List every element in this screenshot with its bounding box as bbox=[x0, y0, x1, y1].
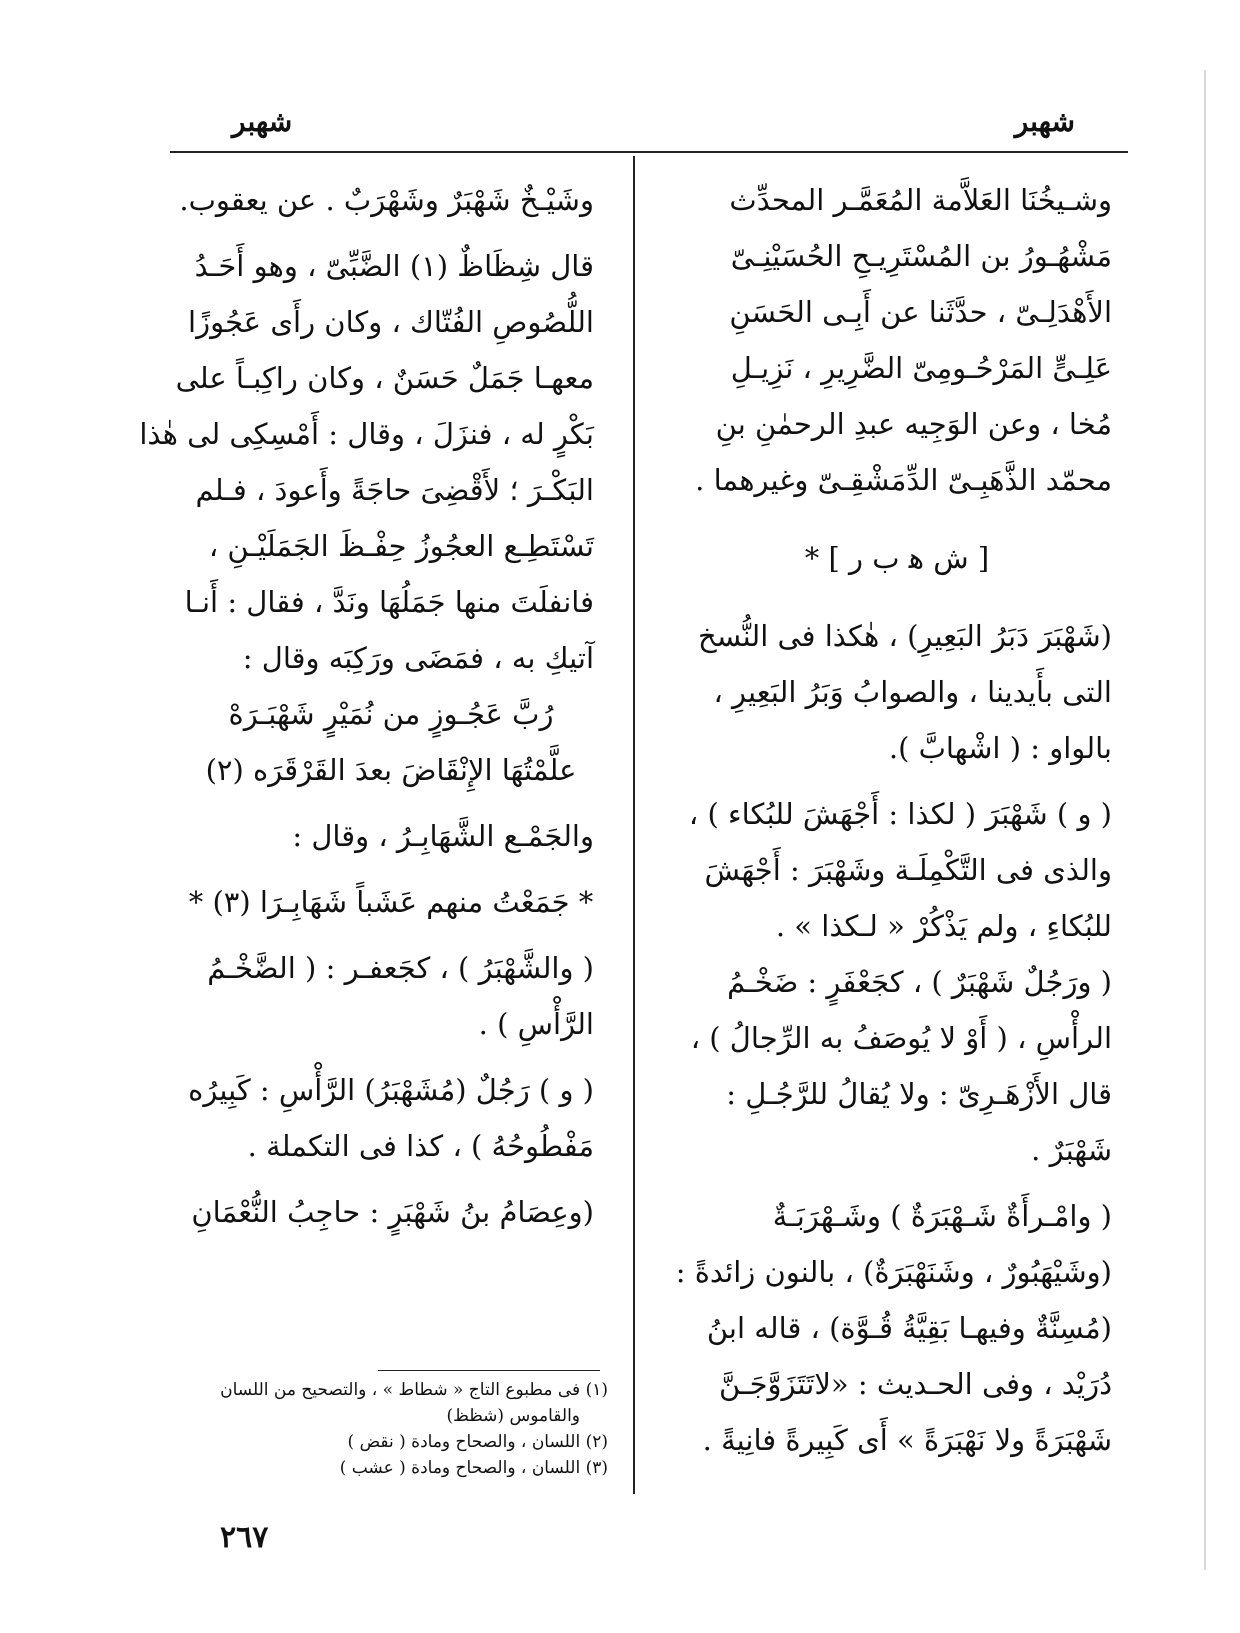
footnote: (١) فى مطبوع التاج « شطاط » ، والتصحيح من اللسان bbox=[220, 1380, 608, 1400]
running-header-right: شهبر bbox=[1014, 105, 1075, 138]
column-divider bbox=[633, 156, 635, 1494]
paragraph bbox=[682, 786, 1112, 954]
verse-line: علَّمْتُهَا الإِنْقَاضَ بعدَ القَرْقَرَه (٢) bbox=[205, 753, 577, 787]
text-line: قال شِظَاظٌ (١) الضَّبِّىّ ، وهو أَحَـدُ bbox=[194, 249, 594, 283]
footnote: (٣) اللسان ، والصحاح ومادة ( عشب ) bbox=[339, 1458, 608, 1478]
text-line: ( والشَّهْبَرُ ) ، كجَعفـر : ( الضَّخْـمُ bbox=[207, 951, 594, 985]
paragraph bbox=[682, 172, 1112, 508]
text-line: (وعِصَامُ بنُ شَهْبَرٍ : حاجِبُ النُّعْمَانِ bbox=[191, 1195, 594, 1229]
text-line: ( وامْـرأَةٌ شَـهْبَرَةٌ ) وشَـهْرَبَـةٌ bbox=[772, 1199, 1112, 1233]
running-header-left: شهبر bbox=[232, 105, 293, 138]
text-line: شَهْبَرَةً ولا نَهْبَرَةً » أَى كَبِيرةً فانِيةً . bbox=[702, 1423, 1112, 1457]
footnote-rule bbox=[378, 1370, 600, 1371]
right-column bbox=[675, 172, 1112, 1468]
text-line: معهـا جَمَلٌ حَسَنٌ ، وكان راكِبـاً على bbox=[175, 361, 594, 395]
paragraph bbox=[188, 940, 594, 1052]
text-line: (وشَيْهَبُورٌ ، وشَنَهْبَرَةٌ) ، بالنون زائدةً : bbox=[675, 1255, 1112, 1289]
text-line: (مُسِنَّةٌ وفيهـا بَقِيَّةُ قُـوَّة) ، قاله ابنُ bbox=[706, 1311, 1112, 1345]
entry-heading: [ ش ﻫ ب ر ] * bbox=[804, 541, 990, 575]
header-rule bbox=[170, 151, 1128, 153]
text-line: شَهْبَرٌ . bbox=[1031, 1133, 1112, 1167]
text-line: ( و ) شَهْبَرَ ( لكذا : أَجْهَشَ للبُكاء ) ، bbox=[688, 797, 1112, 831]
paragraph bbox=[139, 238, 594, 686]
text-line: مَفْطُوحُهُ ) ، كذا فى التكملة . bbox=[247, 1129, 594, 1163]
text-line: ( و ) رَجُلٌ (مُشَهْبَرُ) الرَّأْسِ : كَبِيرُه bbox=[188, 1073, 594, 1107]
text-line: للبُكاءِ ، ولم يَذْكُرْ « لـكذا » . bbox=[775, 909, 1112, 943]
text-line: اللُّصُوصِ الفُتّاك ، وكان رأَى عَجُوزًا bbox=[188, 305, 594, 339]
text-line: مُخا ، وعن الوَجِيه عبدِ الرحمٰنِ بنِ bbox=[715, 407, 1112, 441]
text-line: مَشْهُـورُ بن المُسْتَرِيـحِ الحُسَيْنِـىّ bbox=[730, 239, 1112, 273]
paragraph bbox=[682, 608, 1112, 776]
text-line: تَسْتَطِـع العجُوزُ حِفْـظَ الجَمَلَيْـنِ ، bbox=[208, 529, 594, 563]
verse-line: * جَمَعْتُ منهم عَشَباً شَهَابِـرَا (٣) * bbox=[188, 885, 594, 919]
text-line: (شَهْبَرَ دَبَرُ البَعِيرِ) ، هٰكذا فى النُّسخ bbox=[698, 619, 1112, 653]
paragraph bbox=[188, 808, 594, 864]
verse-block bbox=[188, 874, 594, 930]
text-line: والذى فى التَّكْمِلَـة وشَهْبَرَ : أَجْهَشَ bbox=[704, 853, 1112, 887]
text-line: وشـيخُنَا العَلاَّمة المُعَمَّـر المحدِّث bbox=[729, 183, 1112, 217]
paragraph bbox=[675, 1188, 1112, 1468]
text-line: بَكْرٍ له ، فنزَلَ ، وقال : أَمْسِكِى لى هٰذا bbox=[139, 417, 594, 451]
text-line: عَلِـىٍّ المَرْحُـومِىّ الضَّرِيرِ ، نَزِيـلِ bbox=[730, 351, 1112, 385]
text-line: التى بأَيدينا ، والصوابُ وَبَرُ البَعِيرِ ، bbox=[713, 675, 1112, 709]
verse-line: رُبَّ عَجُـوزٍ من نُمَيْرٍ شَهْبَـرَهْ bbox=[228, 697, 554, 731]
text-line: الرأْسِ ، ( أَوْ لا يُوصَفُ به الرِّجالُ ) ، bbox=[690, 1021, 1112, 1055]
paragraph bbox=[179, 172, 594, 228]
verse-block bbox=[188, 686, 594, 798]
paragraph bbox=[682, 954, 1112, 1178]
text-line: البَكْـرَ ؛ لأَقْضِىَ حاجَةً وأَعودَ ، فـلم bbox=[195, 473, 594, 507]
scan-edge-line bbox=[1204, 70, 1206, 1570]
left-column bbox=[139, 172, 594, 1240]
footnote: والقاموس (شظظ) bbox=[446, 1406, 580, 1426]
text-line: ( ورَجُلٌ شَهْبَرٌ ) ، كجَعْفَرٍ : ضَخْـمُ bbox=[727, 965, 1112, 999]
text-line: فانفلَتَ منها جَمَلُهَا ونَدَّ ، فقال : أَنـا bbox=[184, 585, 594, 619]
text-line: دُرَيْد ، وفى الحـديث : «لاتَتَزَوَّجَـنَّ bbox=[719, 1367, 1112, 1401]
text-line: آتيكِ به ، فمَضَى ورَكِبَه وقال : bbox=[242, 641, 594, 675]
text-line: وشَيْـخٌ شَهْبَرٌ وشَهْرَبٌ . عن يعقوب. bbox=[179, 183, 594, 217]
text-line: قال الأَزْهَـرِىّ : ولا يُقالُ للرَّجُـلِ : bbox=[726, 1077, 1112, 1111]
text-line: الأَهْدَلِـىّ ، حدَّثَنا عن أَبِـى الحَسَنِ bbox=[729, 295, 1112, 329]
footnote: (٢) اللسان ، والصحاح ومادة ( نقض ) bbox=[347, 1432, 608, 1452]
page-number: ٢٦٧ bbox=[220, 1520, 269, 1555]
footnotes bbox=[188, 1377, 608, 1481]
text-line: والجَمْـع الشَّهَابِـرُ ، وقال : bbox=[292, 819, 594, 853]
text-line: بالواو : ( اشْهابَّ ). bbox=[888, 731, 1112, 765]
paragraph bbox=[188, 1062, 594, 1174]
text-line: الرَّأْسِ ) . bbox=[478, 1007, 594, 1041]
text-line: محمّد الذَّهَبِـىّ الدِّمَشْقِـىّ وغيرهما . bbox=[695, 463, 1112, 497]
paragraph bbox=[188, 1184, 594, 1240]
